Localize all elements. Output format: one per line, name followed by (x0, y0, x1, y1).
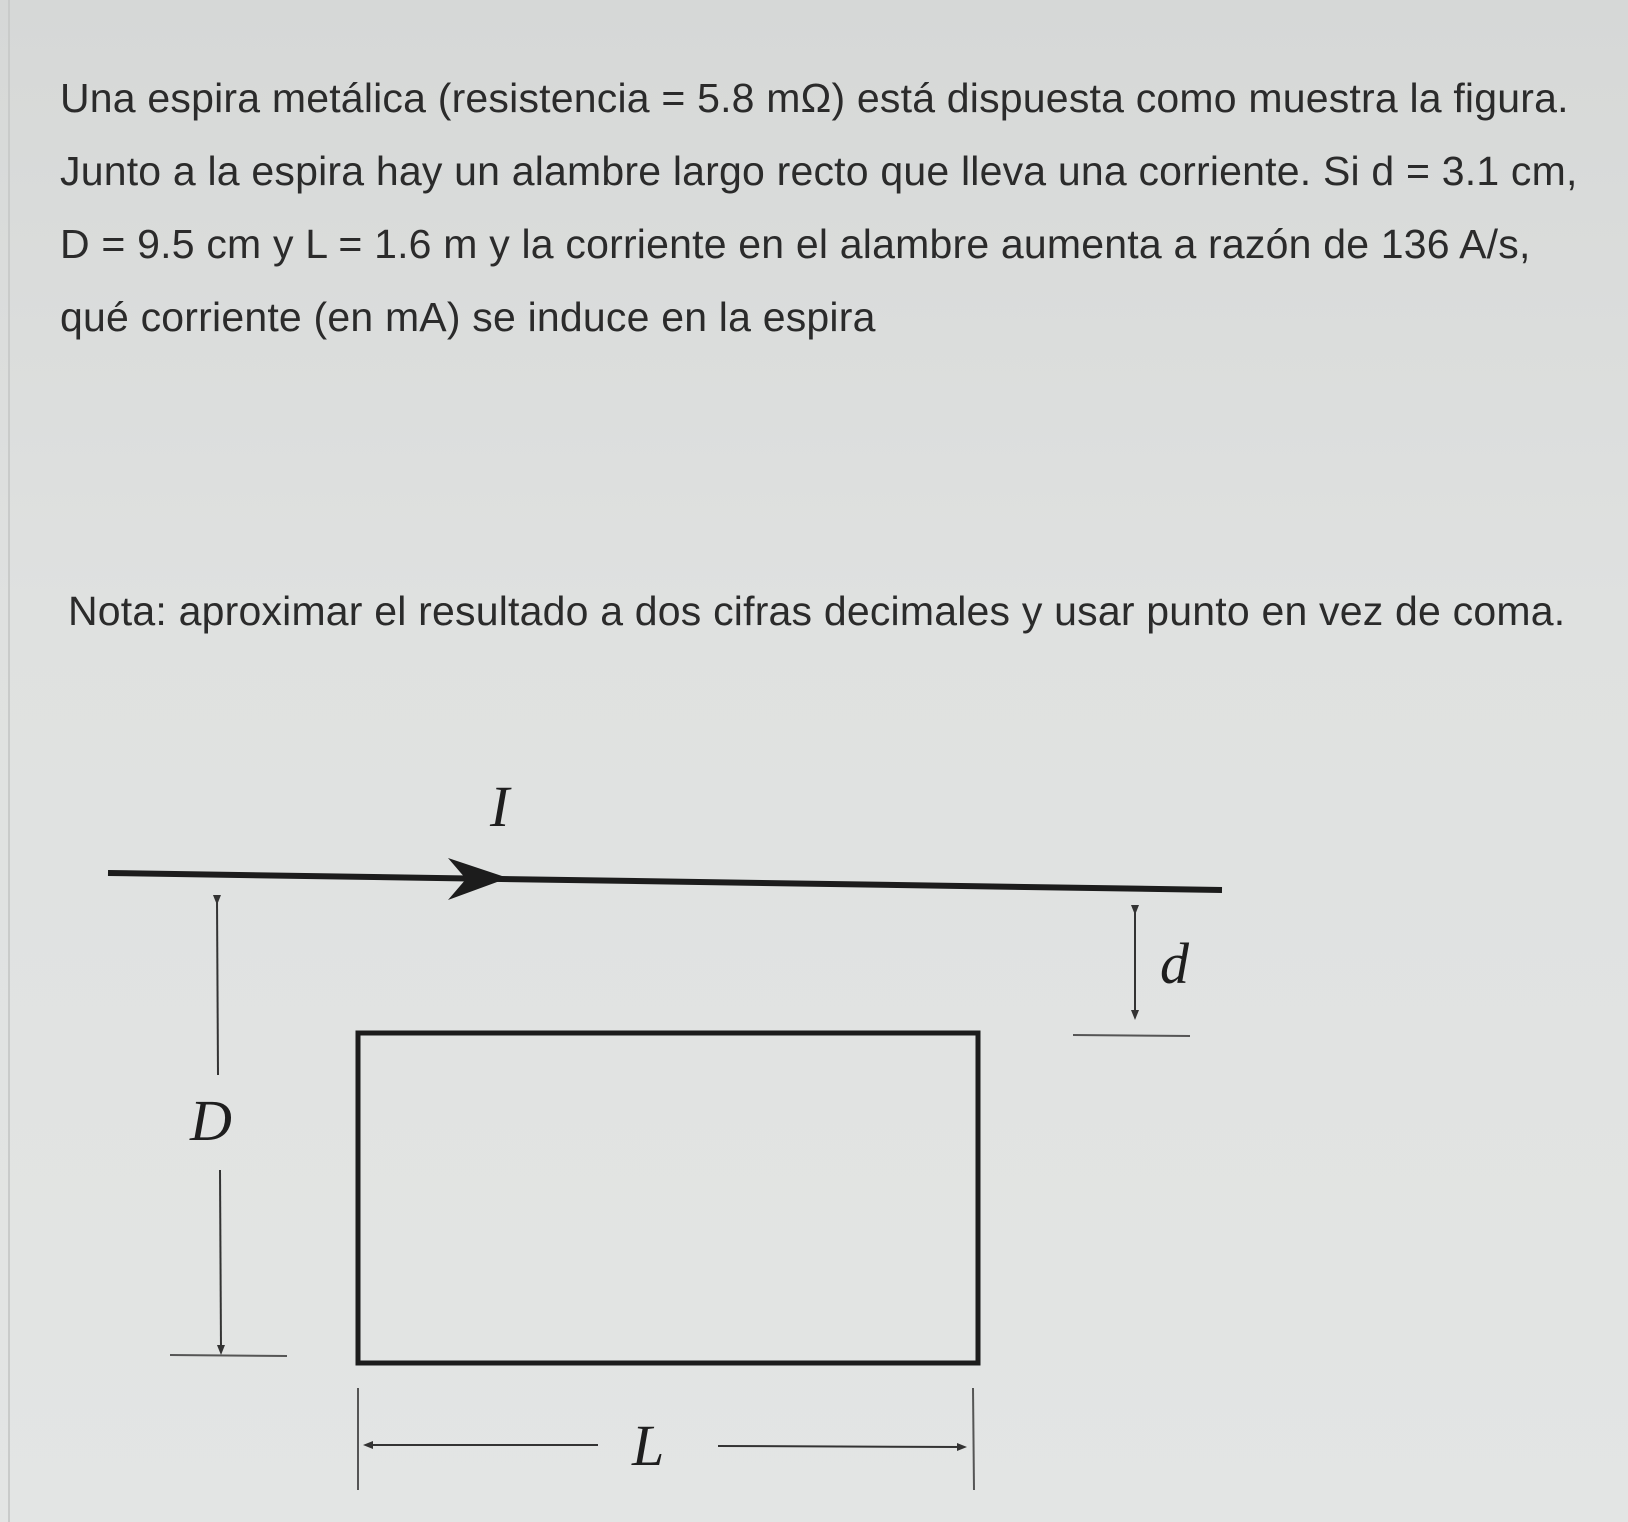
D-label: D (190, 1088, 232, 1153)
L-dimension-line-right (718, 1446, 962, 1447)
d-label: d (1160, 931, 1189, 996)
straight-wire (108, 873, 1222, 890)
D-extension-line (170, 1355, 287, 1356)
D-dimension-line-lower (220, 1170, 221, 1350)
note-text: Nota: aproximar el resultado a dos cifras decimales y usar punto en vez de coma. (68, 588, 1566, 634)
question-text: Una espira metálica (resistencia = 5.8 mΩ) está dispuesta como muestra la figura. Junto a la espira hay un alambre largo recto que lleva una corriente. Si d = 3.1 cm, D = 9.5 cm y L = 1.6 m y la corriente en el alambre aumenta a razón de 136 A/s, qué corriente (en mA) se induce en la espira (60, 75, 1578, 340)
d-extension-line (1073, 1035, 1190, 1036)
L-extension-right (973, 1388, 974, 1490)
metal-loop (358, 1033, 978, 1363)
current-label: I (490, 774, 510, 839)
D-dimension-line-upper (217, 900, 218, 1075)
L-label: L (632, 1413, 665, 1478)
